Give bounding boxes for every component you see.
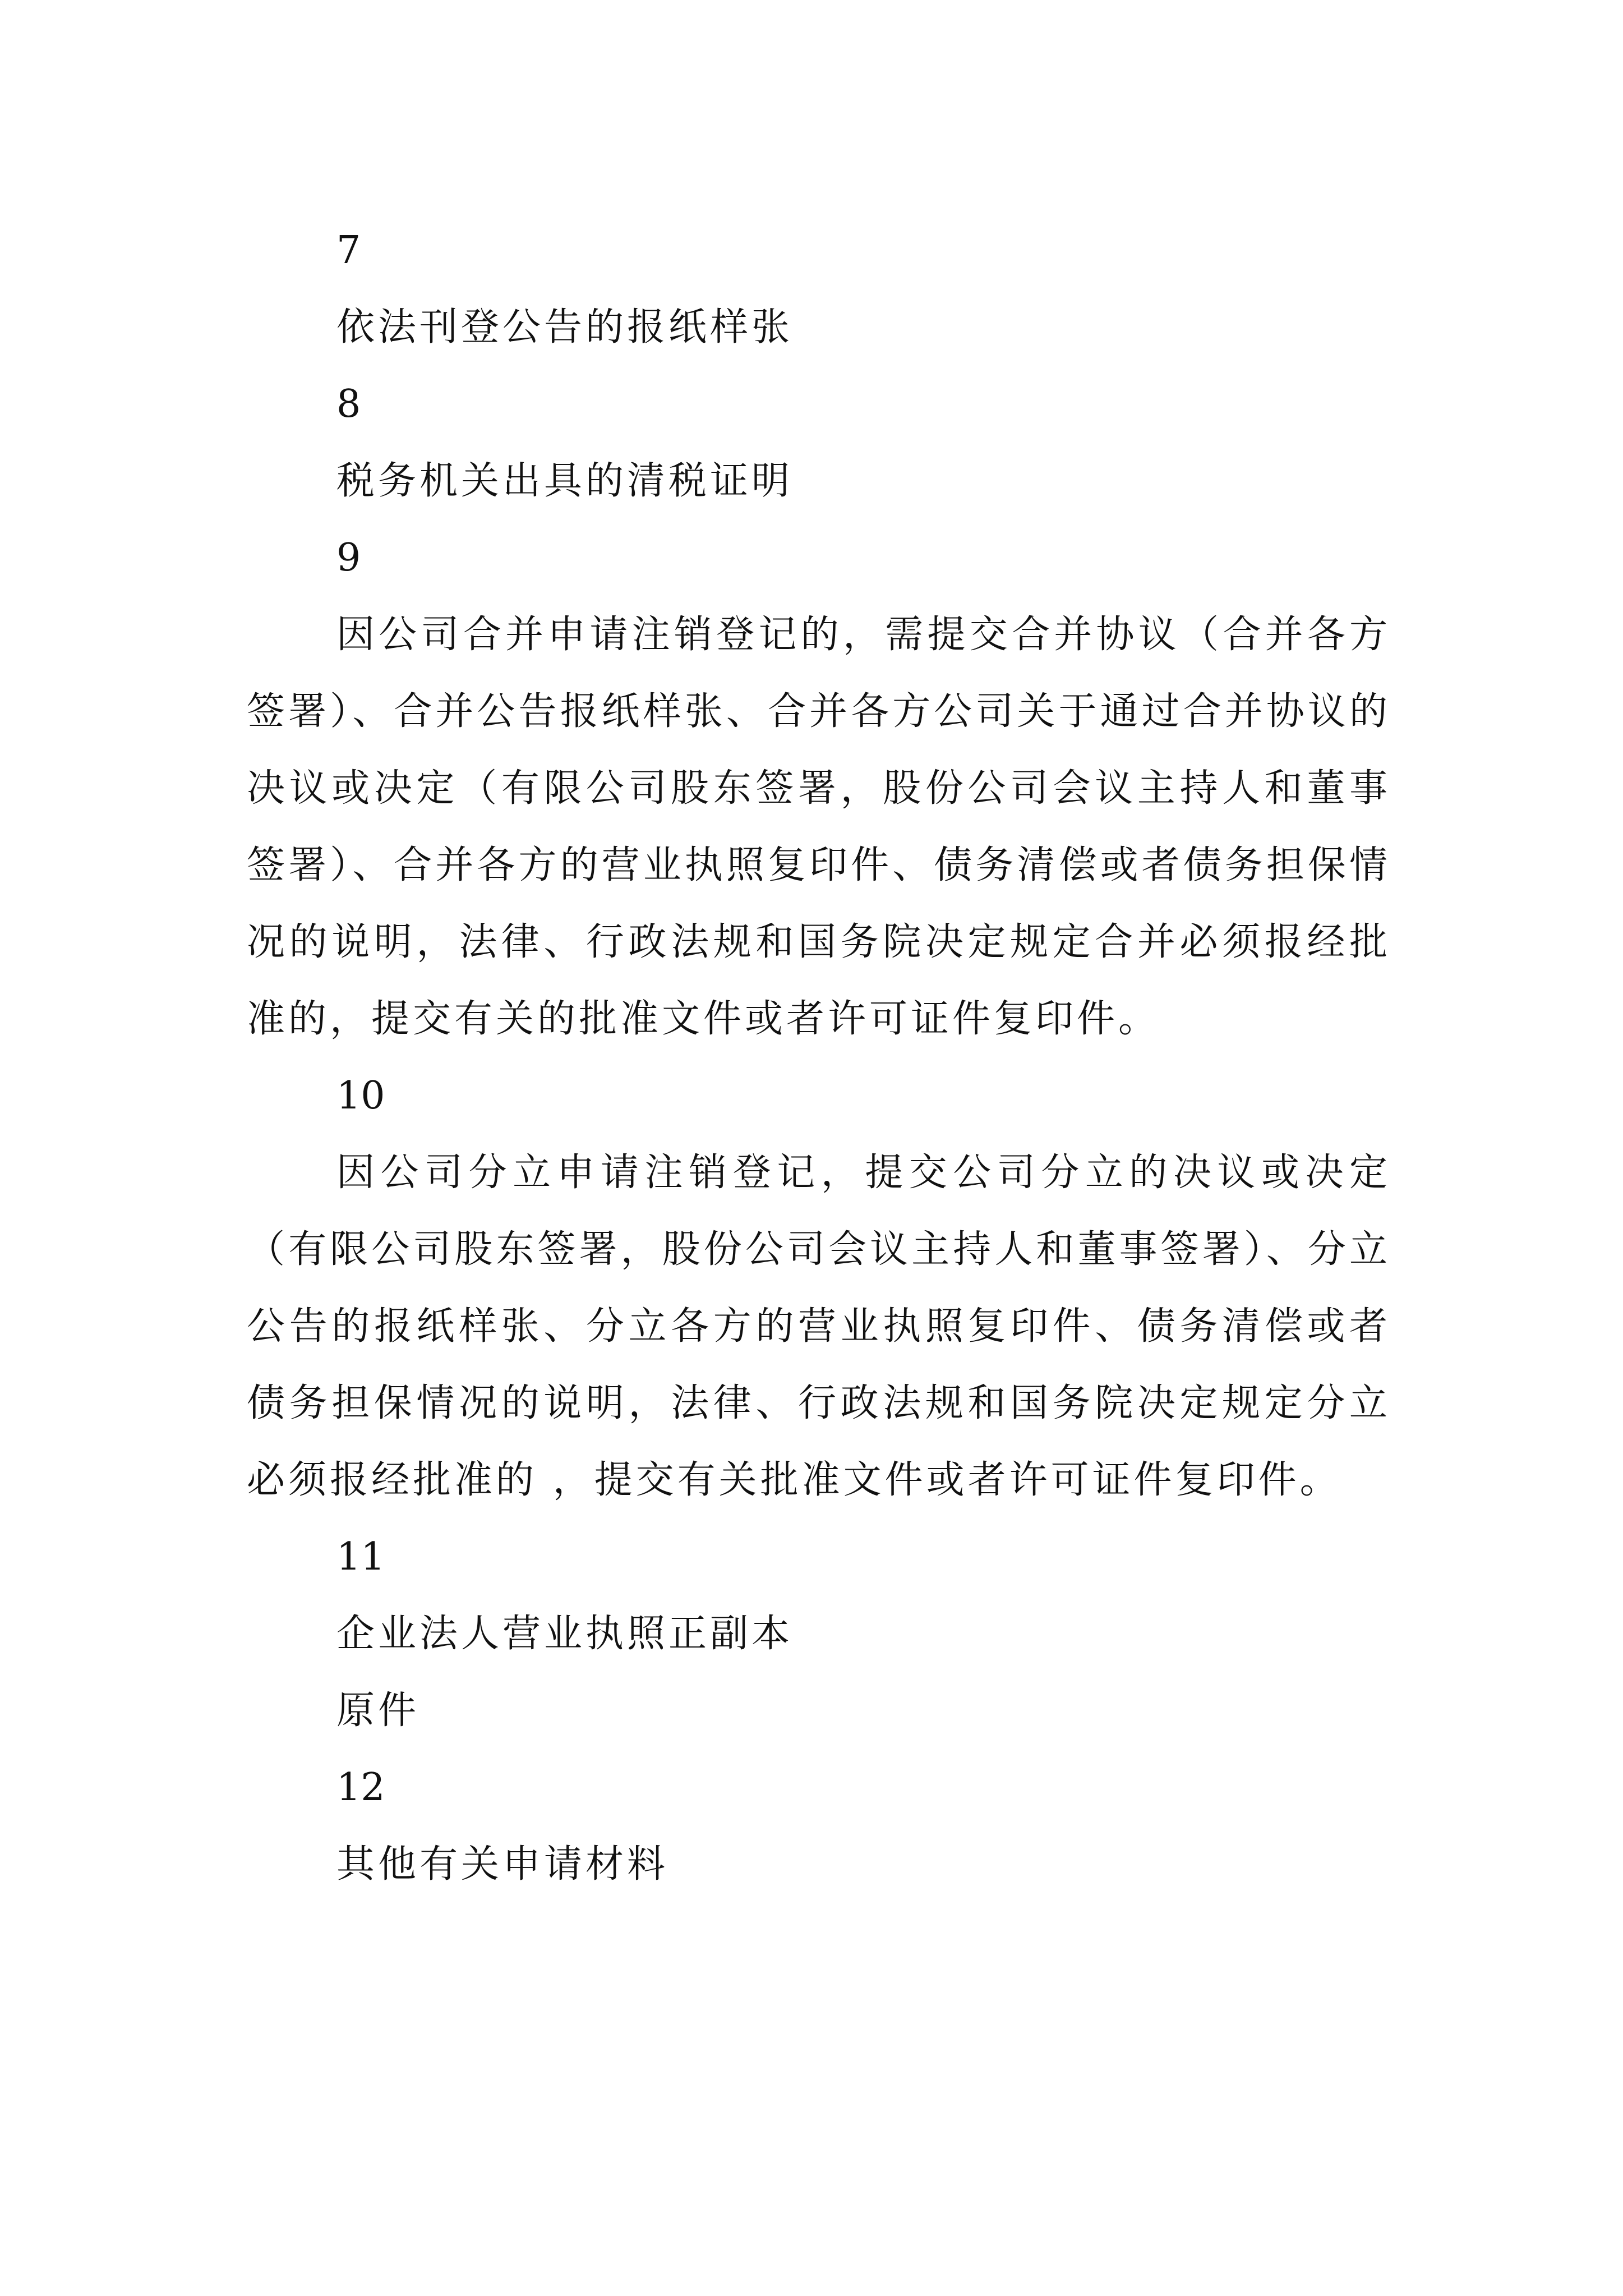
item-11-text: 企业法人营业执照正副本 [336, 1612, 794, 1656]
item-12-text: 其他有关申请材料 [336, 1842, 669, 1887]
item-number-10: 10 [336, 1074, 385, 1118]
item-number-12: 12 [336, 1765, 385, 1810]
item-number-8: 8 [336, 382, 361, 426]
item-8-text: 税务机关出具的清税证明 [336, 459, 794, 503]
item-number-11: 11 [336, 1535, 385, 1579]
item-10-paragraph: 因公司分立申请注销登记，提交公司分立的决议或决定（有限公司股东签署，股份公司会议主持人和董事签署）、分立公告的报纸样张、分立各方的营业执照复印件、债务清偿或者债务担保情况的说明，法律、行政法规和国务院决定规定分立必须报经批准的 ，提交有关批准文件或者许可证件复印件。 [247, 1151, 1391, 1502]
item-7-text: 依法刊登公告的报纸样张 [336, 305, 794, 349]
item-number-9: 9 [336, 536, 361, 580]
item-9-paragraph: 因公司合并申请注销登记的，需提交合并协议（合并各方签署）、合并公告报纸样张、合并各方公司关于通过合并协议的决议或决定（有限公司股东签署，股份公司会议主持人和董事签署）、合并各方的营业执照复印件、债务清偿或者债务担保情况的说明，法律、行政法规和国务院决定规定合并必须报经批准的，提交有关的批准文件或者许可证件复印件。 [247, 613, 1391, 1041]
document-body [247, 212, 1391, 1903]
item-11-note: 原件 [336, 1688, 420, 1733]
item-number-7: 7 [336, 228, 361, 273]
